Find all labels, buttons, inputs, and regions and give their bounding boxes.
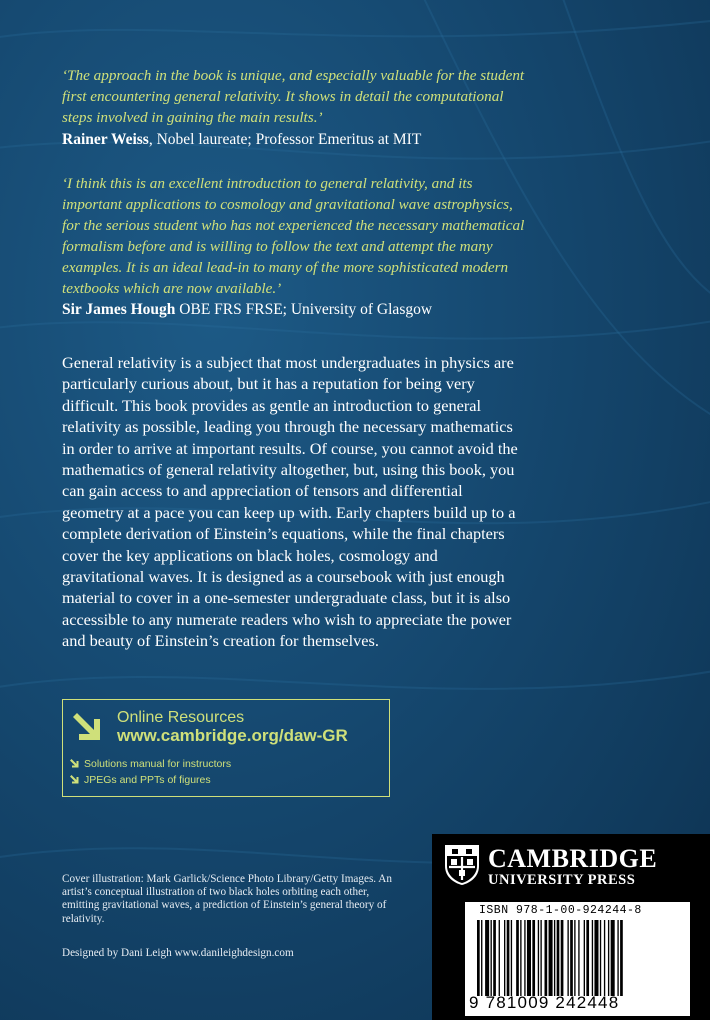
quote-author: Rainer Weiss xyxy=(62,131,149,148)
praise-quote-weiss xyxy=(62,65,532,128)
publisher-subname: UNIVERSITY PRESS xyxy=(488,872,636,888)
resource-item xyxy=(69,758,231,770)
quote-affiliation: , Nobel laureate; Professor Emeritus at MIT xyxy=(148,131,422,148)
barcode-bars xyxy=(475,920,675,996)
praise-quote-hough xyxy=(62,173,532,299)
isbn-label: ISBN 978-1-00-924244-8 xyxy=(479,904,642,917)
quote-attribution-hough xyxy=(62,301,432,319)
quote-author: Sir James Hough xyxy=(62,301,176,318)
online-resources-box[interactable] xyxy=(62,699,390,797)
online-resources-url[interactable]: www.cambridge.org/daw-GR xyxy=(117,726,348,745)
arrow-down-right-icon xyxy=(69,758,80,769)
quote-text: ‘I think this is an excellent introduction to general relativity, and its important applications to cosmology and gravitational wave astrophysics, for the serious student who has not experienced the necessary mathematical formalism before and is willing to follow the text and attempt the many examples. It is an ideal lead-in to many of the more sophisticated modern textbooks which are now available.’ xyxy=(62,175,525,297)
quote-text: ‘The approach in the book is unique, and especially valuable for the student first encountering general relativity. It shows in detail the computational steps involved in gaining the main results.’ xyxy=(62,67,525,126)
online-resources-title: Online Resources xyxy=(117,709,245,726)
resource-item-label: JPEGs and PPTs of figures xyxy=(84,774,211,786)
cover-illustration-credit: Cover illustration: Mark Garlick/Science Photo Library/Getty Images. An artist’s conceptual illustration of two black holes orbiting each other, emitting gravitational waves, a prediction of Einstein’s general theory of relativity. xyxy=(62,873,392,925)
university-crest-icon xyxy=(444,844,480,886)
resource-item-label: Solutions manual for instructors xyxy=(84,758,232,770)
arrow-down-right-icon xyxy=(69,774,80,785)
isbn-barcode xyxy=(465,902,690,1016)
book-description: General relativity is a subject that most undergraduates in physics are particularly curious about, but it has a reputation for being very difficult. This book provides as gentle an introduction to general relativity as possible, leading you through the necessary mathematics in order to arrive at important results. Of course, you cannot avoid the mathematics of general relativity altogether, but, using this book, you can gain access to and appreciation of tensors and differential geometry at a pace you can keep up with. Early chapters build up to a complete derivation of Einstein’s equations, while the final chapters cover the key applications on black holes, cosmology and gravitational waves. It is designed as a coursebook with just enough material to cover in a one-semester undergraduate class, but it is also accessible to any numerate readers who wish to appreciate the power and beauty of Einstein’s creation for themselves. xyxy=(62,353,518,651)
quote-affiliation: OBE FRS FRSE; University of Glasgow xyxy=(175,301,433,318)
barcode-digits: 9 781009 242448 xyxy=(469,993,620,1012)
quote-attribution-weiss xyxy=(62,131,421,149)
publisher-block xyxy=(432,834,710,1020)
publisher-name: CAMBRIDGE xyxy=(488,844,658,873)
arrow-down-right-icon xyxy=(69,709,105,745)
resource-item xyxy=(69,774,211,786)
designer-credit: Designed by Dani Leigh www.danileighdesign.com xyxy=(62,947,294,959)
